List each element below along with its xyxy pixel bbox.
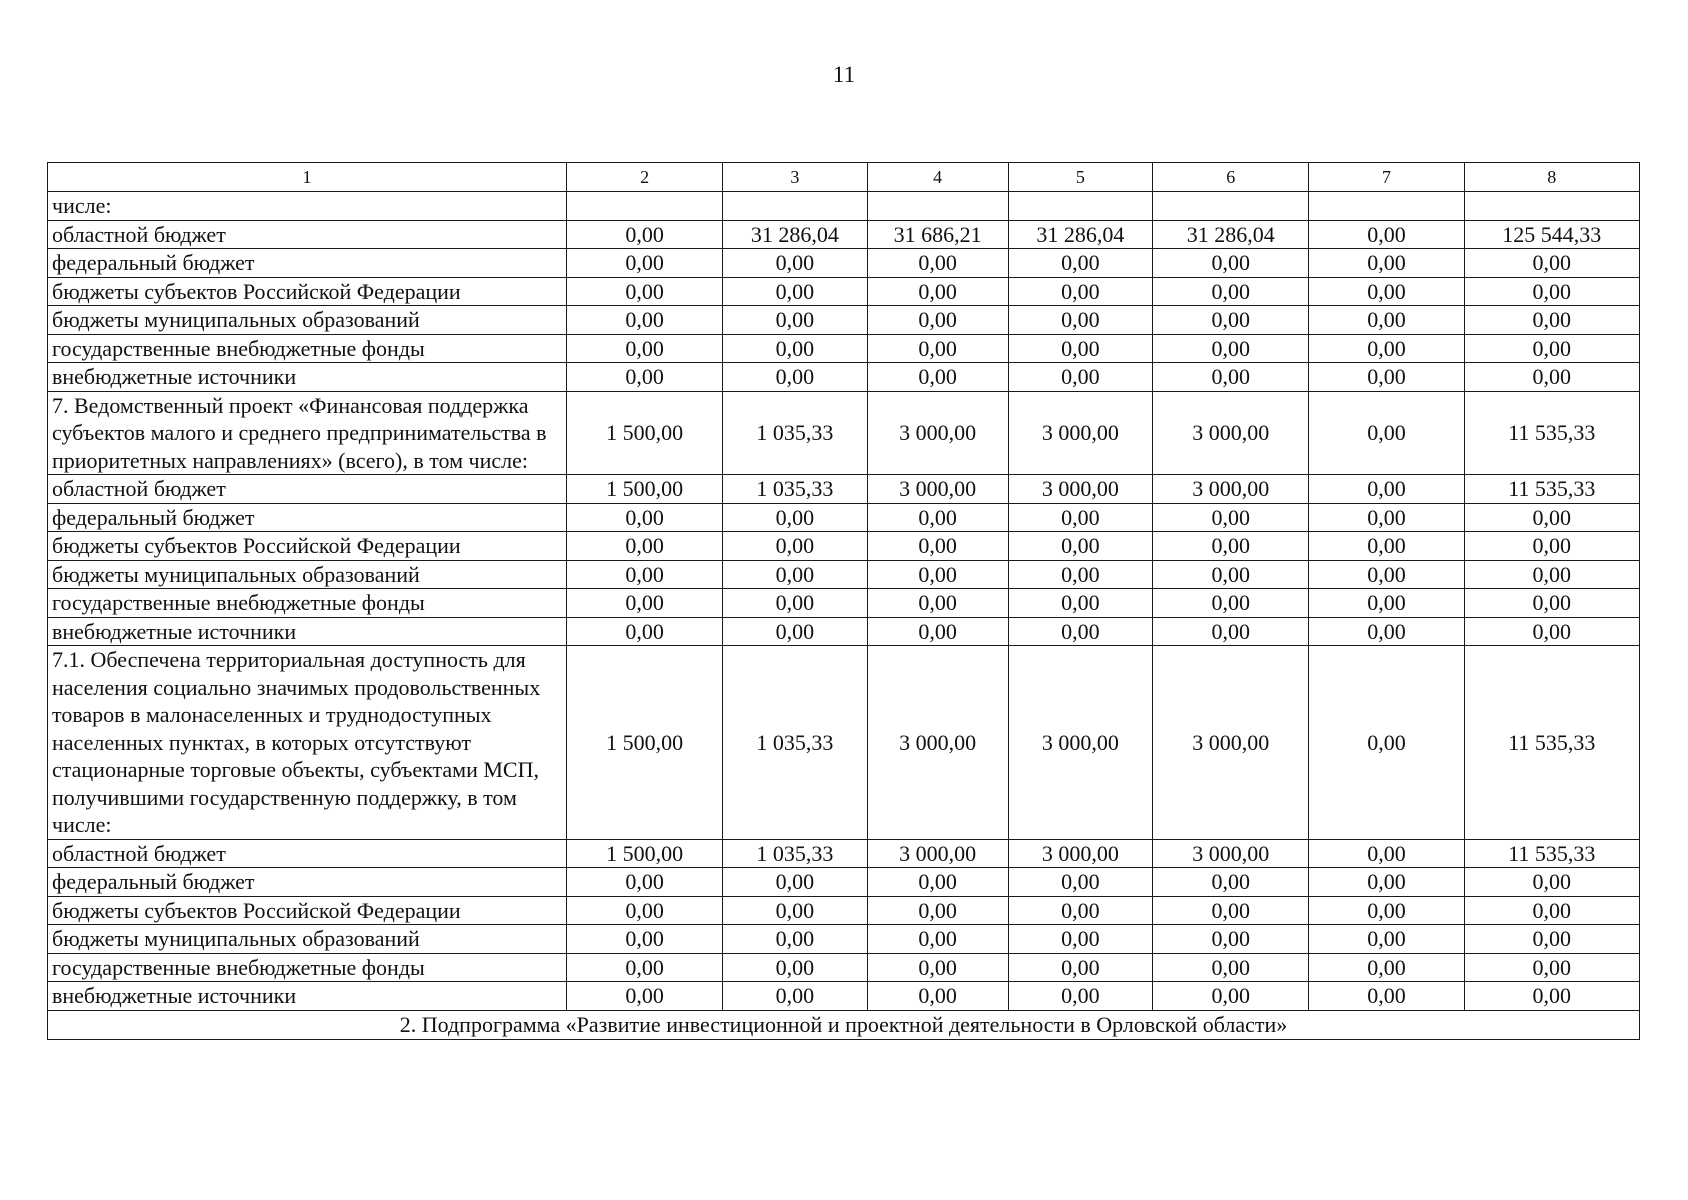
value-cell: 0,00: [867, 560, 1008, 589]
value-cell: 0,00: [1309, 982, 1464, 1011]
value-cell: 3 000,00: [867, 475, 1008, 504]
value-cell: 0,00: [1464, 925, 1639, 954]
value-cell: 0,00: [1008, 334, 1152, 363]
value-cell: 0,00: [1309, 589, 1464, 618]
value-cell: [1464, 192, 1639, 221]
value-cell: 0,00: [1309, 363, 1464, 392]
value-cell: 1 035,33: [723, 475, 867, 504]
row-label: областной бюджет: [48, 475, 567, 504]
value-cell: 0,00: [566, 532, 722, 561]
row-label: числе:: [48, 192, 567, 221]
value-cell: 0,00: [723, 982, 867, 1011]
value-cell: 0,00: [1008, 363, 1152, 392]
table-row: [48, 363, 1640, 392]
value-cell: 0,00: [1464, 503, 1639, 532]
value-cell: 0,00: [1153, 334, 1309, 363]
value-cell: 0,00: [1464, 249, 1639, 278]
value-cell: 0,00: [1008, 925, 1152, 954]
row-label: внебюджетные источники: [48, 363, 567, 392]
value-cell: 3 000,00: [1008, 475, 1152, 504]
value-cell: 0,00: [566, 617, 722, 646]
value-cell: 3 000,00: [867, 391, 1008, 475]
value-cell: 0,00: [723, 589, 867, 618]
value-cell: 0,00: [1153, 306, 1309, 335]
value-cell: 0,00: [1309, 953, 1464, 982]
value-cell: 0,00: [1309, 249, 1464, 278]
value-cell: 0,00: [1153, 249, 1309, 278]
table-row: [48, 391, 1640, 475]
budget-table: [47, 162, 1640, 1040]
column-header: 8: [1464, 163, 1639, 192]
value-cell: 0,00: [1464, 560, 1639, 589]
table-row: [48, 334, 1640, 363]
value-cell: 0,00: [566, 503, 722, 532]
value-cell: 0,00: [1309, 503, 1464, 532]
value-cell: 0,00: [1464, 277, 1639, 306]
table-row: [48, 982, 1640, 1011]
value-cell: 1 035,33: [723, 646, 867, 840]
column-header: 4: [867, 163, 1008, 192]
value-cell: 11 535,33: [1464, 839, 1639, 868]
value-cell: 0,00: [1464, 617, 1639, 646]
value-cell: 11 535,33: [1464, 391, 1639, 475]
column-header: 7: [1309, 163, 1464, 192]
row-label: 7. Ведомственный проект «Финансовая поддержка субъектов малого и среднего предпринимательства в приоритетных направлениях» (всего), в том числе:: [48, 391, 567, 475]
value-cell: 0,00: [1464, 868, 1639, 897]
value-cell: 0,00: [1153, 532, 1309, 561]
value-cell: 0,00: [1008, 249, 1152, 278]
column-header: 5: [1008, 163, 1152, 192]
value-cell: 31 286,04: [723, 220, 867, 249]
value-cell: 0,00: [1153, 503, 1309, 532]
value-cell: 1 500,00: [566, 391, 722, 475]
row-label: государственные внебюджетные фонды: [48, 334, 567, 363]
value-cell: 0,00: [1008, 306, 1152, 335]
value-cell: 0,00: [1464, 363, 1639, 392]
table-row: [48, 617, 1640, 646]
row-label: бюджеты субъектов Российской Федерации: [48, 277, 567, 306]
row-label: бюджеты муниципальных образований: [48, 306, 567, 335]
row-label: 7.1. Обеспечена территориальная доступность для населения социально значимых продовольственных товаров в малонаселенных и труднодоступных населенных пунктах, в которых отсутствуют стационарные торговые объекты, субъектами МСП, получившими государственную поддержку, в том числе:: [48, 646, 567, 840]
table-row: [48, 560, 1640, 589]
table-row: [48, 306, 1640, 335]
row-label: государственные внебюджетные фонды: [48, 953, 567, 982]
value-cell: 0,00: [566, 589, 722, 618]
value-cell: 0,00: [723, 868, 867, 897]
value-cell: 0,00: [867, 617, 1008, 646]
value-cell: 0,00: [867, 503, 1008, 532]
value-cell: 0,00: [1464, 982, 1639, 1011]
row-label: государственные внебюджетные фонды: [48, 589, 567, 618]
subprogram-title: 2. Подпрограмма «Развитие инвестиционной и проектной деятельности в Орловской области»: [48, 1010, 1640, 1039]
value-cell: 0,00: [1309, 532, 1464, 561]
value-cell: 1 035,33: [723, 391, 867, 475]
value-cell: 3 000,00: [1153, 839, 1309, 868]
value-cell: 0,00: [1153, 896, 1309, 925]
value-cell: 0,00: [566, 982, 722, 1011]
value-cell: 0,00: [1309, 277, 1464, 306]
value-cell: 0,00: [1153, 363, 1309, 392]
row-label: федеральный бюджет: [48, 503, 567, 532]
value-cell: 0,00: [867, 277, 1008, 306]
value-cell: 0,00: [1153, 277, 1309, 306]
value-cell: 0,00: [1464, 896, 1639, 925]
value-cell: 0,00: [867, 306, 1008, 335]
value-cell: 3 000,00: [867, 646, 1008, 840]
value-cell: 0,00: [1008, 896, 1152, 925]
table-row: [48, 249, 1640, 278]
column-header: 3: [723, 163, 867, 192]
value-cell: 0,00: [1008, 589, 1152, 618]
value-cell: 0,00: [566, 220, 722, 249]
value-cell: 0,00: [723, 249, 867, 278]
value-cell: 31 686,21: [867, 220, 1008, 249]
value-cell: 0,00: [1464, 532, 1639, 561]
value-cell: 0,00: [1008, 617, 1152, 646]
value-cell: 0,00: [723, 363, 867, 392]
value-cell: 0,00: [1309, 334, 1464, 363]
value-cell: 0,00: [1153, 925, 1309, 954]
value-cell: 0,00: [1153, 560, 1309, 589]
row-label: бюджеты субъектов Российской Федерации: [48, 896, 567, 925]
value-cell: 0,00: [867, 982, 1008, 1011]
value-cell: 0,00: [1309, 839, 1464, 868]
value-cell: 0,00: [1309, 220, 1464, 249]
value-cell: 0,00: [1309, 391, 1464, 475]
value-cell: 0,00: [867, 334, 1008, 363]
value-cell: 0,00: [867, 953, 1008, 982]
value-cell: 3 000,00: [1008, 391, 1152, 475]
value-cell: 0,00: [1008, 560, 1152, 589]
value-cell: 11 535,33: [1464, 475, 1639, 504]
value-cell: [1008, 192, 1152, 221]
value-cell: 0,00: [723, 953, 867, 982]
table-row: [48, 277, 1640, 306]
value-cell: 0,00: [723, 896, 867, 925]
value-cell: 0,00: [1008, 953, 1152, 982]
value-cell: 0,00: [566, 953, 722, 982]
value-cell: 3 000,00: [1153, 475, 1309, 504]
value-cell: 0,00: [566, 249, 722, 278]
value-cell: 0,00: [566, 363, 722, 392]
value-cell: 125 544,33: [1464, 220, 1639, 249]
column-number-row: [48, 163, 1640, 192]
value-cell: [1153, 192, 1309, 221]
value-cell: [867, 192, 1008, 221]
value-cell: 0,00: [867, 532, 1008, 561]
table-row: [48, 532, 1640, 561]
value-cell: [566, 192, 722, 221]
row-label: бюджеты субъектов Российской Федерации: [48, 532, 567, 561]
page-number: 11: [832, 62, 856, 87]
value-cell: 1 500,00: [566, 475, 722, 504]
value-cell: 0,00: [1153, 953, 1309, 982]
value-cell: 1 500,00: [566, 839, 722, 868]
value-cell: 0,00: [867, 589, 1008, 618]
value-cell: 1 500,00: [566, 646, 722, 840]
row-label: областной бюджет: [48, 839, 567, 868]
row-label: федеральный бюджет: [48, 868, 567, 897]
value-cell: 11 535,33: [1464, 646, 1639, 840]
row-label: внебюджетные источники: [48, 982, 567, 1011]
row-label: бюджеты муниципальных образований: [48, 925, 567, 954]
value-cell: 0,00: [566, 560, 722, 589]
value-cell: 3 000,00: [1153, 391, 1309, 475]
value-cell: 0,00: [723, 532, 867, 561]
value-cell: 0,00: [1008, 277, 1152, 306]
table-row: [48, 925, 1640, 954]
value-cell: 0,00: [867, 249, 1008, 278]
column-header: 2: [566, 163, 722, 192]
row-label: областной бюджет: [48, 220, 567, 249]
value-cell: 0,00: [867, 925, 1008, 954]
table-row: [48, 953, 1640, 982]
value-cell: 3 000,00: [1008, 646, 1152, 840]
value-cell: 0,00: [867, 896, 1008, 925]
table-row: [48, 220, 1640, 249]
value-cell: 0,00: [1464, 334, 1639, 363]
value-cell: 3 000,00: [1153, 646, 1309, 840]
value-cell: 0,00: [1309, 560, 1464, 589]
value-cell: 0,00: [1008, 532, 1152, 561]
row-label: федеральный бюджет: [48, 249, 567, 278]
value-cell: 0,00: [723, 617, 867, 646]
value-cell: 0,00: [1464, 306, 1639, 335]
value-cell: 0,00: [566, 868, 722, 897]
column-header: 1: [48, 163, 567, 192]
value-cell: 0,00: [1008, 503, 1152, 532]
value-cell: 0,00: [1008, 868, 1152, 897]
value-cell: 0,00: [1309, 925, 1464, 954]
value-cell: 0,00: [1309, 475, 1464, 504]
value-cell: 0,00: [1309, 896, 1464, 925]
value-cell: 1 035,33: [723, 839, 867, 868]
table-row: [48, 503, 1640, 532]
table-row: [48, 475, 1640, 504]
value-cell: 0,00: [1153, 589, 1309, 618]
value-cell: 0,00: [723, 306, 867, 335]
value-cell: [1309, 192, 1464, 221]
subprogram-row: [48, 1010, 1640, 1039]
value-cell: 31 286,04: [1153, 220, 1309, 249]
value-cell: 0,00: [566, 925, 722, 954]
table-row: [48, 646, 1640, 840]
table-row: [48, 192, 1640, 221]
row-label: внебюджетные источники: [48, 617, 567, 646]
value-cell: 0,00: [1464, 589, 1639, 618]
table-row: [48, 896, 1640, 925]
value-cell: 0,00: [566, 334, 722, 363]
value-cell: 0,00: [723, 334, 867, 363]
row-label: бюджеты муниципальных образований: [48, 560, 567, 589]
table-body: [48, 192, 1640, 1011]
value-cell: 31 286,04: [1008, 220, 1152, 249]
value-cell: 0,00: [1153, 868, 1309, 897]
table-row: [48, 839, 1640, 868]
value-cell: 0,00: [566, 896, 722, 925]
value-cell: 3 000,00: [867, 839, 1008, 868]
table-row: [48, 589, 1640, 618]
value-cell: 0,00: [723, 503, 867, 532]
value-cell: 0,00: [1153, 617, 1309, 646]
value-cell: 3 000,00: [1008, 839, 1152, 868]
value-cell: 0,00: [867, 868, 1008, 897]
column-header: 6: [1153, 163, 1309, 192]
value-cell: 0,00: [1309, 306, 1464, 335]
value-cell: 0,00: [723, 560, 867, 589]
value-cell: 0,00: [867, 363, 1008, 392]
value-cell: 0,00: [566, 277, 722, 306]
value-cell: 0,00: [723, 277, 867, 306]
value-cell: 0,00: [566, 306, 722, 335]
value-cell: 0,00: [1008, 982, 1152, 1011]
value-cell: 0,00: [1153, 982, 1309, 1011]
value-cell: 0,00: [1464, 953, 1639, 982]
value-cell: 0,00: [1309, 646, 1464, 840]
table-row: [48, 868, 1640, 897]
value-cell: 0,00: [1309, 617, 1464, 646]
value-cell: 0,00: [1309, 868, 1464, 897]
value-cell: 0,00: [723, 925, 867, 954]
value-cell: [723, 192, 867, 221]
